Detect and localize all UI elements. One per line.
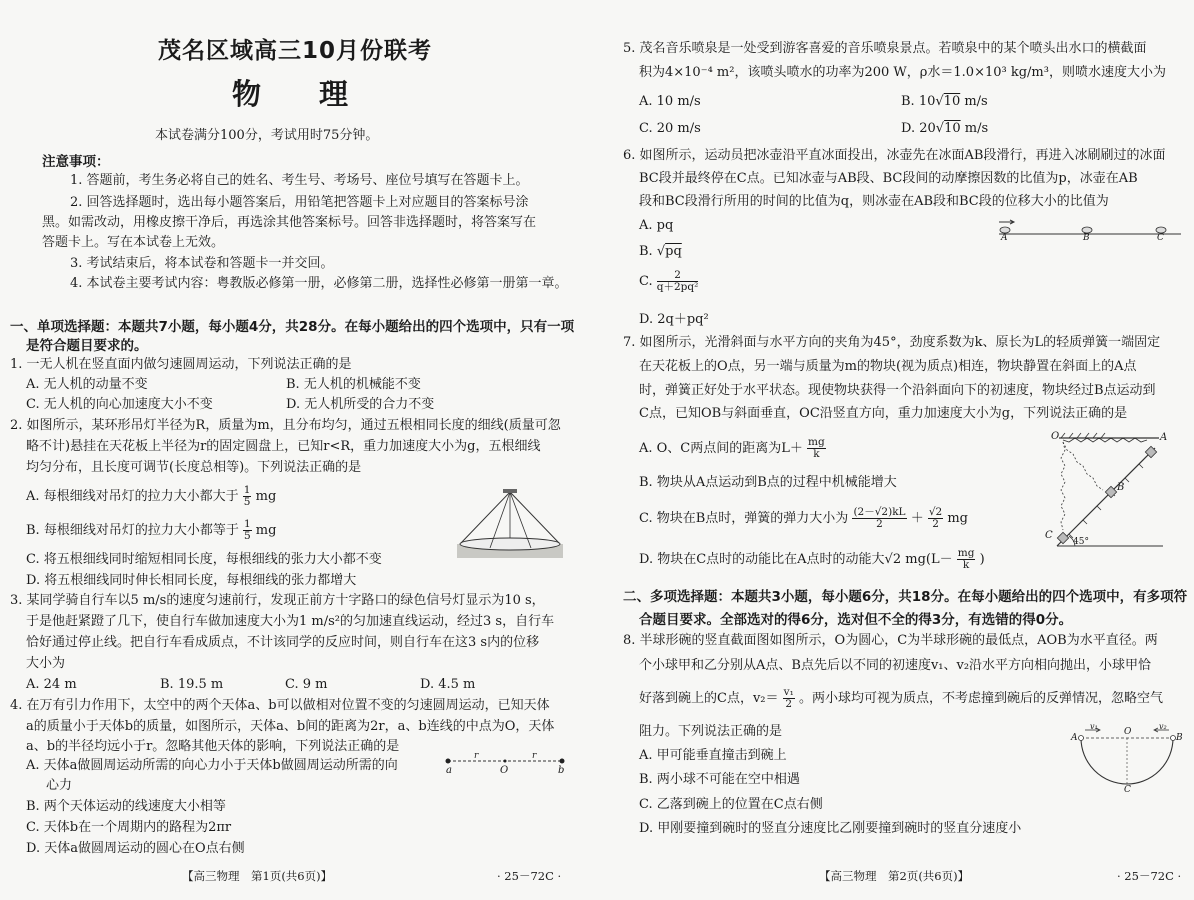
question-2-option-a: A. 每根细线对吊灯的拉力大小都大于 $\frac{1}{5}$ mg (26, 484, 277, 508)
fraction: $\frac{1}{5}$ (243, 518, 251, 542)
incline-spring-figure (1047, 430, 1167, 552)
fig-label-v1: v₁ (1090, 722, 1098, 731)
question-4-option-a: A. 天体a做圆周运动所需的向心力小于天体b做圆周运动所需的向 (26, 758, 398, 773)
question-2-line: 2. 如图所示，某环形吊灯半径为R，质量为m，且分布均匀，通过五根相同长度的细线(质量可忽 (10, 418, 561, 433)
subject-title: 物 理 (232, 77, 349, 111)
question-8-option-a: A. 甲可能垂直撞击到碗上 (639, 748, 787, 763)
question-8-line: 阻力。下列说法正确的是 (639, 724, 783, 739)
question-6-option-c: C. $\frac{2}{\text{q＋2pq²}}$ (639, 269, 699, 293)
notes-heading: 注意事项： (42, 154, 110, 170)
question-4-line: 4. 在万有引力作用下，太空中的两个天体a、b可以做相对位置不变的匀速圆周运动，已知天体 (10, 698, 550, 713)
question-3-line: 大小为 (26, 656, 66, 671)
question-5-line: 积为4×10⁻⁴ m²，该喷头喷水的功率为200 W，ρ水＝1.0×10³ kg/m³，则喷水速度大小为 (639, 65, 1166, 80)
fig-label-o: O (1051, 431, 1060, 442)
exam-title: 茂名区域高三10月份联考 (158, 38, 433, 64)
fig-label-o: O (500, 765, 509, 776)
question-2-line: 略不计)悬挂在天花板上半径为r的固定圆盘上，已知r<R，重力加速度大小为g，五根细线 (26, 439, 541, 454)
question-3-option-c: C. 9 m (285, 677, 328, 692)
question-7-option-d: D. 物块在C点时的动能比在A点时的动能大√2 mg(L－ $\frac{mg}{k}$ ) (639, 547, 985, 571)
question-8-option-c: C. 乙落到碗上的位置在C点右侧 (639, 797, 823, 812)
fig-label-r: r (532, 751, 537, 761)
fig-label-b: b (558, 765, 565, 776)
fraction: $\frac{\text{v₁}}{2}$ (783, 686, 794, 710)
fig-label-b: B (1117, 482, 1125, 493)
note-line: 2. 回答选择题时，选出每小题答案后，用铅笔把答题卡上对应题目的答案标号涂 (70, 195, 529, 210)
question-4-option-d: D. 天体a做圆周运动的圆心在O点右侧 (26, 841, 245, 856)
question-1-option-d: D. 无人机所受的合力不变 (286, 397, 435, 412)
fraction: $\frac{mg}{k}$ (808, 436, 825, 460)
question-6-line: 段和BC段滑行所用的时间的比值为q，则冰壶在AB段和BC段的位移大小的比值为 (639, 194, 1109, 209)
fraction: $\frac{(2-√2)kL}{2}$ (853, 506, 906, 530)
question-6-option-d: D. 2q＋pq² (639, 312, 709, 327)
question-7-line: 时，弹簧正好处于水平状态。现使物块获得一个沿斜面向下的初速度，物块经过B点运动到 (639, 383, 1156, 398)
question-2-option-d: D. 将五根细线同时伸长相同长度，每根细线的张力都增大 (26, 573, 357, 588)
page-code: · 25－72C · (1117, 869, 1182, 883)
question-1-stem: 1. 一无人机在竖直面内做匀速圆周运动，下列说法正确的是 (10, 357, 352, 372)
exam-info: 本试卷满分100分，考试用时75分钟。 (155, 128, 379, 143)
question-1-option-c: C. 无人机的向心加速度大小不变 (26, 397, 213, 412)
section-1-heading: 一、单项选择题：本题共7小题，每小题4分，共28分。在每小题给出的四个选项中，只有一项 (10, 319, 575, 335)
fig-label-b: B (1176, 733, 1183, 743)
question-7-option-c: C. 物块在B点时，弹簧的弹力大小为 $\frac{(2-√2)kL}{2}$ ＋ $\frac{√2}{2}$ mg (639, 506, 969, 530)
fig-label-o: O (1124, 727, 1132, 737)
question-3-option-b: B. 19.5 m (160, 677, 224, 692)
page-footer: 【高三物理 第1页(共6页)】 (182, 869, 333, 883)
question-8-line: 好落到碗上的C点，v₂＝ $\frac{\text{v₁}}{2}$ 。两小球均可视为质点，不考虑撞到碗后的反弹情况，忽略空气 (639, 686, 1163, 710)
question-7-line: C点，已知OB与斜面垂直，OC沿竖直方向，重力加速度大小为g，下列说法正确的是 (639, 406, 1128, 421)
note-line: 3. 考试结束后，将本试卷和答题卡一并交回。 (70, 256, 334, 271)
question-1-option-b: B. 无人机的机械能不变 (286, 377, 421, 392)
fig-label-a: A (1071, 733, 1078, 743)
section-2-heading: 二、多项选择题：本题共3小题，每小题6分，共18分。在每小题给出的四个选项中，有多项符 (623, 589, 1188, 605)
fraction: $\frac{mg}{k}$ (957, 547, 975, 571)
note-line: 黑。如需改动，用橡皮擦干净后，再选涂其他答案标号。回答非选择题时，将答案写在 (42, 215, 537, 230)
question-4-option-a-cont: 心力 (46, 778, 73, 793)
question-3-option-d: D. 4.5 m (420, 677, 476, 692)
fig-label-r: r (474, 751, 479, 761)
section-1-heading-cont: 是符合题目要求的。 (26, 338, 148, 354)
question-2-option-b: B. 每根细线对吊灯的拉力大小都等于 $\frac{1}{5}$ mg (26, 518, 277, 542)
chandelier-figure (455, 486, 567, 560)
note-line: 4. 本试卷主要考试内容：粤教版必修第一册，必修第二册，选择性必修第一册第一章。 (70, 276, 568, 291)
question-2-option-c: C. 将五根细线同时缩短相同长度，每根细线的张力大小都不变 (26, 552, 382, 567)
question-2-line: 均匀分布，且长度可调节(长度总相等)。下列说法正确的是 (26, 460, 362, 475)
question-3-line: 恰好通过停止线。把自行车看成质点，不计该同学的反应时间，则自行车在这3 s内的位移 (26, 635, 540, 650)
fig-label-b: B (1083, 233, 1090, 243)
note-line: 答题卡上。写在本试卷上无效。 (42, 235, 225, 250)
question-3-line: 于是他赶紧蹬了几下，使自行车做加速度大小为1 m/s²的匀加速直线运动，经过3 s，自行车 (26, 614, 555, 629)
fig-label-v2: v₂ (1159, 722, 1167, 731)
question-5-option-d: D. 20√10 m/s (901, 121, 989, 136)
fig-label-c: C (1124, 785, 1131, 795)
fraction: $\frac{1}{5}$ (243, 484, 251, 508)
question-1-option-a: A. 无人机的动量不变 (26, 377, 148, 392)
question-8-option-d: D. 甲刚要撞到碗时的竖直分速度比乙刚要撞到碗时的竖直分速度小 (639, 821, 1022, 836)
fraction: $\frac{2}{\text{q＋2pq²}}$ (656, 269, 699, 293)
page-footer: 【高三物理 第2页(共6页)】 (819, 869, 970, 883)
question-7-option-b: B. 物块从A点运动到B点的过程中机械能增大 (639, 475, 897, 490)
exam-page-2 (597, 0, 1194, 900)
question-7-option-a: A. O、C两点间的距离为L＋ $\frac{mg}{k}$ (639, 436, 825, 460)
note-line: 1. 答题前，考生务必将自己的姓名、考生号、考场号、座位号填写在答题卡上。 (70, 173, 529, 188)
fig-label-angle: 45° (1073, 537, 1089, 547)
question-6-line: BC段并最终停在C点。已知冰壶与AB段、BC段间的动摩擦因数的比值为p，冰壶在AB (639, 171, 1138, 186)
question-6-line: 6. 如图所示，运动员把冰壶沿平直冰面投出，冰壶先在冰面AB段滑行，再进入冰刷刷过的冰面 (623, 148, 1166, 163)
fig-label-a: a (446, 765, 452, 776)
fraction: $\frac{√2}{2}$ (928, 506, 943, 530)
question-8-line: 个小球甲和乙分别从A点、B点先后以不同的初速度v₁、v₂沿水平方向相向抛出，小球甲恰 (639, 658, 1152, 673)
question-5-option-c: C. 20 m/s (639, 121, 701, 136)
fig-label-a: A (1001, 233, 1008, 243)
question-4-line: a的质量小于天体b的质量，如图所示，天体a、b间的距离为2r，a、b连线的中点为O，天体 (26, 719, 555, 734)
question-5-option-a: A. 10 m/s (639, 94, 701, 109)
question-4-line: a、b的半径均远小于r。忽略其他天体的影响，下列说法正确的是 (26, 739, 400, 754)
question-6-option-a: A. pq (639, 218, 674, 233)
question-3-option-a: A. 24 m (26, 677, 77, 692)
question-5-option-b: B. 10√10 m/s (901, 94, 988, 109)
question-7-line: 7. 如图所示，光滑斜面与水平方向的夹角为45°，劲度系数为k、原长为L的轻质弹簧一端固定 (623, 335, 1161, 350)
question-4-option-b: B. 两个天体运动的线速度大小相等 (26, 799, 226, 814)
question-7-line: 在天花板上的O点，另一端与质量为m的物块(视为质点)相连，物块静置在斜面上的A点 (639, 359, 1137, 374)
fig-label-c: C (1157, 233, 1164, 243)
question-3-line: 3. 某同学骑自行车以5 m/s的速度匀速前行，发现正前方十字路口的绿色信号灯显示为10 s， (10, 593, 545, 608)
question-8-line: 8. 半球形碗的竖直截面图如图所示，O为圆心，C为半球形碗的最低点，AOB为水平直径。两 (623, 633, 1158, 648)
section-2-heading-cont: 合题目要求。全部选对的得6分，选对但不全的得3分，有选错的得0分。 (639, 612, 1073, 628)
question-5-line: 5. 茂名音乐喷泉是一处受到游客喜爱的音乐喷泉景点。若喷泉中的某个喷头出水口的横截面 (623, 41, 1147, 56)
question-8-option-b: B. 两小球不可能在空中相遇 (639, 772, 800, 787)
fig-label-c: C (1045, 530, 1053, 541)
page-code: · 25－72C · (497, 869, 562, 883)
question-6-option-b: B. √pq (639, 244, 682, 259)
fig-label-a: A (1160, 432, 1168, 443)
question-4-option-c: C. 天体b在一个周期内的路程为2πr (26, 820, 232, 835)
